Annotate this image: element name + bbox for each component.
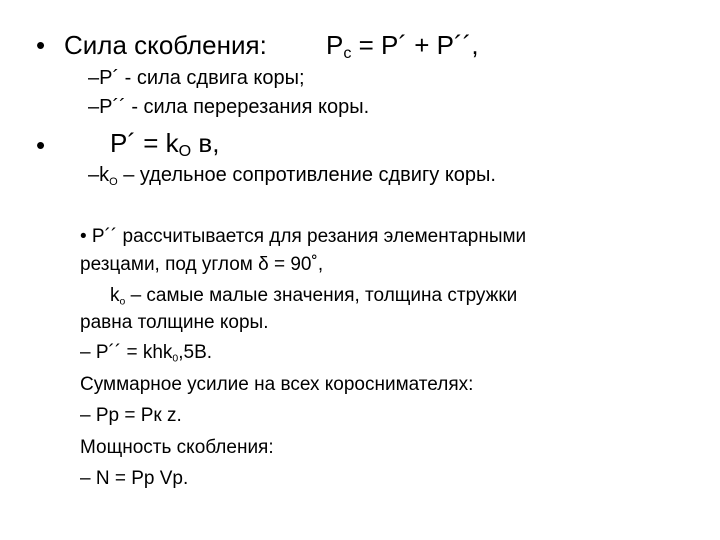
scraping-force-label: Сила скобления: [64, 30, 267, 60]
cut-force-text-cont: резцами, под углом δ = 90˚, [80, 254, 324, 275]
bullet: • [36, 30, 46, 60]
ko-note: $k_o$ – самые малые значения, толщина стружки [110, 285, 518, 308]
cut-force-formula: – P´´ = khk$_0$,5B. [80, 342, 213, 365]
power-heading: Мощность скобления: [80, 437, 274, 458]
bullet: • [36, 130, 46, 160]
total-force-formula: – Pp = Pк z. [80, 405, 182, 426]
shear-force-formula: P´ = $k_O$ в, [110, 128, 220, 161]
definition-cut-force: –P´´ - сила перерезания коры. [88, 96, 370, 118]
power-formula: – N = Pp Vp. [80, 468, 189, 489]
specific-resistance-definition: $-k_O$ – удельное сопротивление сдвигу коры. [88, 164, 496, 188]
definition-shear-force: –P´ - сила сдвига коры; [88, 67, 305, 89]
ko-note-cont: равна толщине коры. [80, 312, 269, 333]
scraping-force-formula: $P_c$ = P´ + P´´, [326, 30, 479, 63]
cut-force-text: • P´´ рассчитывается для резания элементарными [80, 226, 527, 247]
total-force-heading: Суммарное усилие на всех короснимателях: [80, 374, 474, 395]
